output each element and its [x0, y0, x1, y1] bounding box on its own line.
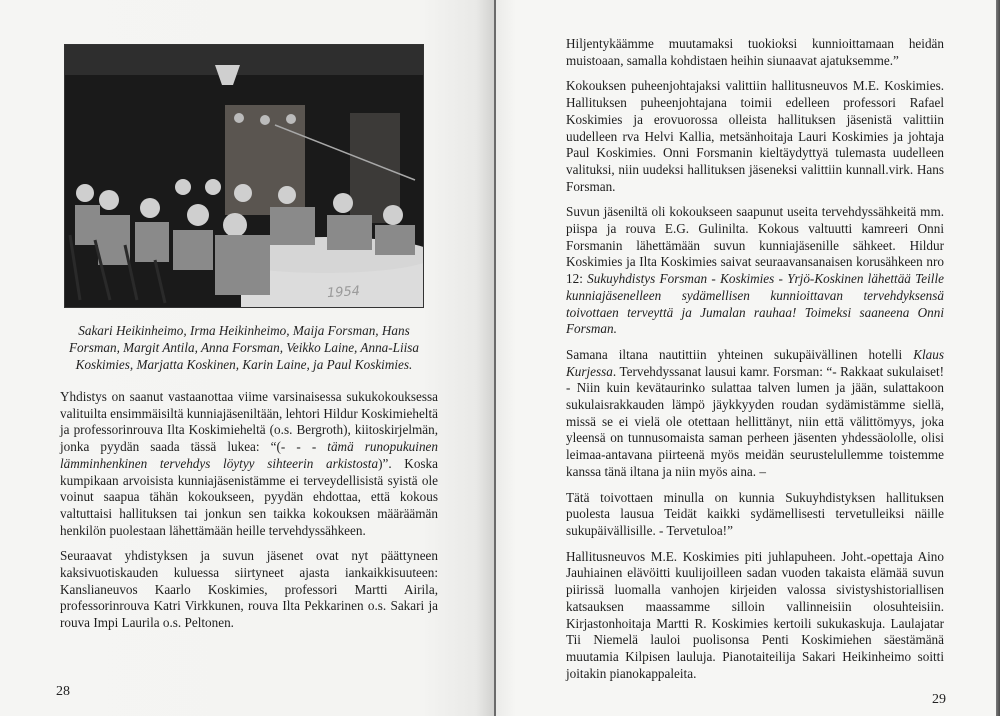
dinner-party-photo [64, 44, 424, 308]
paragraph [566, 204, 944, 338]
paragraph: Seuraavat yhdistyksen ja suvun jäsenet ovat nyt päättyneen kaksivuotiskauden kuluessa siirtyneet ajasta iankaikkisuuteen: Kanslianeuvos Kaarlo Koskimies, professori Martti Airila, professorinrouva Katri Virkkunen, rouva Ilta Pekkarinen o.s. Sakari ja rouva Impi Laurila o.s. Peltonen. [60, 548, 438, 631]
paragraph-text: Yhdistys on saanut vastaanottaa viime varsinaisessa sukukokouksessa valituilta ensimmäisiltä kunniajäseniltään, lehtori Hildur Koskimieheltä ja professorinrouva Ilta Koskimieheltä (o.s. Bergroth), kiitoskirjelmän, jonka pyydän saada tässä lukea: “(- - - [60, 389, 438, 455]
paragraph-italic-text: tämä runopukuinen lämminhenkinen tervehdys löytyy sihteerin arkistosta [60, 439, 438, 471]
paragraph-text: . Tervehdyssanat lausui kamr. Forsman: “- Rakkaat sukulaiset! - Niin kuin kevätaurinko sulattaa talven lumen ja jään, sulattakoon sukulaisrakkauden lämpö jäykkyyden roudan sydämistämme siellä, missä se ei vielä ole otettaan hellittänyt, niin että välittömyys, joka yleensä on tunnusomaista saman perheen jäsenten yhdessäololle, olisi leimaa-antavana piirteenä myös meidän seurustelullemme toistemme kanssa tänä iltana ja niin myös aina. – [566, 363, 944, 479]
telegram-text: Sukuyhdistys Forsman - Koskimies - Yrjö-Koskinen lähettää Teille kunniajäsenelleen sydämellisen kunnioittavan tervehdyksensä toivottaen terveyttä ja Jumalan rauhaa! Toimeksi saaneena Onni Forsman. [566, 271, 944, 337]
left-page-body [60, 389, 438, 641]
page-number-right: 29 [932, 692, 946, 707]
photo-caption: Sakari Heikinheimo, Irma Heikinheimo, Maija Forsman, Hans Forsman, Margit Antila, Anna Forsman, Veikko Laine, Anna-Liisa Koskimies, Marjatta Koskinen, Karin Laine, ja Paul Koskimies. [68, 323, 420, 372]
right-page-body [566, 36, 944, 691]
paragraph: Tätä toivottaen minulla on kunnia Sukuyhdistyksen hallituksen puolesta lausua Teidät kaikki sydämellisesti tervetulleiksi näille sukupäivällisille. - Tervetuloa!” [566, 489, 944, 538]
paragraph-text: )”. Koska kumpikaan arvoisista kunniajäsenistämme ei terveydellisistä syistä ole voinut saapua tähän kokoukseen, pyydän ehdottaa, että kokous valtuttaisi hallituksen tai jonkun sen taikka kokouksen määräämän henkilön puolestaan lähettämään heille tervehdyssähkeen. [60, 455, 438, 538]
paragraph: Hiljentykäämme muutamaksi tuokioksi kunnioittamaan heidän muistoaan, samalla kohdistaen heihin siunaavat ajatuksemme.” [566, 36, 944, 68]
photo-illustration [65, 45, 423, 307]
paragraph-text: Samana iltana nautittiin yhteinen sukupäivällinen hotelli [566, 346, 914, 362]
left-page [0, 0, 496, 716]
page-number-left: 28 [56, 684, 70, 699]
paragraph: Kokouksen puheenjohtajaksi valittiin hallitusneuvos M.E. Koskimies. Hallituksen puheenjohtajana toimii edelleen professori Rafael Koskimies ja erovuorossa olleista hallituksen jäsenistä valittiin uudelleen rva Helvi Kallia, metsänhoitaja Lauri Koskimies ja johtaja Paul Koskimies. Onni Forsmanin kieltäydyttyä tulemasta uudelleen valituksi, niin uudeksi hallituksen jäseneksi valittiin kunnall.virk. Hans Forsman. [566, 78, 944, 194]
page-edge [996, 0, 1000, 716]
paragraph [60, 389, 438, 539]
paragraph [566, 347, 944, 481]
hotel-name: Klaus Kurjessa [566, 346, 944, 379]
paragraph: Hallitusneuvos M.E. Koskimies piti juhlapuheen. Joht.-opettaja Aino Jauhiainen elävöitti kuulijoilleen sadan vuoden takaista elämää suvun piirissä luomalla vanhojen kirjeiden valossa sivistyshistoriallisen katsauksen maassamme silloin vallinneisiin olosuhteisiin. Kirjastonhoitaja Martti R. Koskimies kertoili sukukaskuja. Laulajatar Tii Niemelä lauloi puolisonsa Penti Koskimiehen säestämänä muutamia Kilpisen lauluja. Pianotaiteilija Sakari Heikinheimo soitti joitakin pianokappaleita. [566, 548, 944, 681]
handwritten-year: 1954 [326, 283, 361, 302]
paragraph-text: Suvun jäseniltä oli kokoukseen saapunut useita tervehdyssähkeitä mm. piispa ja rouva E.G. Gulinilta. Kokous valtuutti kamreeri Onni Forsmanin lähettämään suvun kunniajäsenille sähkeet. Hildur Koskimies ja Ilta Koskimies saivat seuraavansanaisen korusähkeen nro 12: [566, 204, 944, 287]
